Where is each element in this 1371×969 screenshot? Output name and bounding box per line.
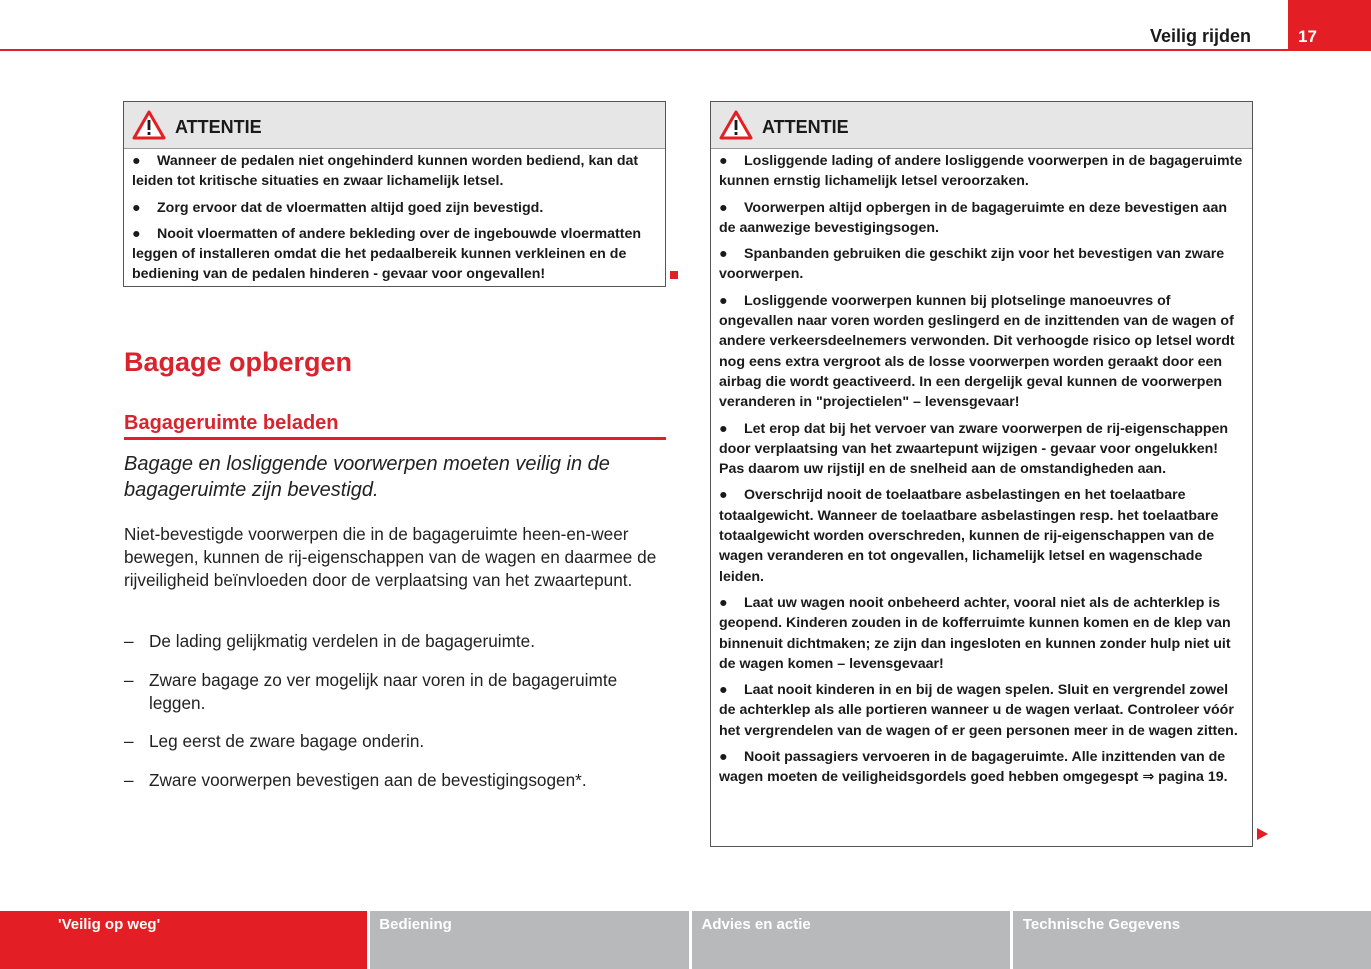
- attention-item: ● Laat uw wagen nooit onbeheerd achter, vooral niet als de achterklep is geopend. Kinderen zouden in de kofferruimte kunnen komen en de klep van binnenuit dichtmaken; ze zijn dan ingesloten en kunnen zonder hulp niet uit de wagen komen – levensgevaar!: [719, 594, 1231, 672]
- page-number-tab: [1288, 0, 1371, 51]
- dash-bullet: –: [124, 731, 134, 751]
- bullet-icon: ●: [719, 199, 728, 216]
- chapter-tab-veilig-op-weg[interactable]: 'Veilig op weg': [0, 911, 367, 969]
- attention-box-left: [123, 101, 666, 287]
- body-paragraph: Niet-bevestigde voorwerpen die in de bagageruimte heen-en-weer bewegen, kunnen de rij-eigenschappen van de wagen en daarmee de rijveiligheid beïnvloeden door de verplaatsing van het zwaartepunt.: [124, 524, 657, 590]
- bullet-icon: ●: [132, 199, 141, 216]
- instruction-list: [124, 630, 669, 807]
- instruction-step: – De lading gelijkmatig verdelen in de bagageruimte.: [124, 631, 535, 651]
- continue-arrow-icon: [1257, 828, 1268, 840]
- dash-bullet: –: [124, 669, 134, 690]
- bullet-icon: ●: [132, 153, 141, 169]
- attention-item: ● Wanneer de pedalen niet ongehinderd kunnen worden bediend, kan dat leiden tot kritische situaties en zwaar lichamelijk letsel.: [132, 153, 639, 190]
- attention-item: ● Let erop dat bij het vervoer van zware voorwerpen de rij-eigenschappen door verplaatsing van het zwaartepunt wijzigen - gevaar voor ongelukken! Pas daarom uw rijstijl en de snelheid aan de omstandigheden aan.: [719, 420, 1229, 478]
- bullet-icon: ●: [719, 153, 728, 169]
- dash-bullet: –: [124, 769, 134, 790]
- attention-item: ● Losliggende lading of andere losliggende voorwerpen in de bagageruimte kunnen ernstig lichamelijk letsel veroorzaken.: [719, 153, 1243, 190]
- attention-list: [711, 149, 1252, 798]
- chapter-tab-technische-gegevens[interactable]: Technische Gegevens: [1013, 911, 1371, 969]
- header-rule: [0, 49, 1371, 51]
- attention-header: [124, 102, 665, 149]
- bullet-icon: ●: [719, 749, 728, 766]
- bullet-icon: ●: [719, 487, 728, 504]
- bullet-icon: ●: [719, 292, 728, 309]
- attention-item: ● Spanbanden gebruiken die geschikt zijn voor het bevestigen van zware voorwerpen.: [719, 246, 1225, 283]
- attention-item: ● Laat nooit kinderen in en bij de wagen spelen. Sluit en vergrendel zowel de achterklep als alle portieren wanneer u de wagen verlaat. Controleer vóór het vergrendelen van de wagen of er geen personen meer in de wagen zitten.: [719, 682, 1238, 739]
- attention-item: ● Nooit passagiers vervoeren in de bagageruimte. Alle inzittenden van de wagen moeten de veiligheidsgordels goed hebben omgegespt ⇒ pagina 19.: [719, 749, 1228, 786]
- instruction-step: – Leg eerst de zware bagage onderin.: [124, 731, 425, 751]
- chapter-tab-bediening[interactable]: Bediening: [370, 911, 688, 969]
- attention-item: ● Overschrijd nooit de toelaatbare asbelastingen en het toelaatbare totaalgewicht. Wanneer de toelaatbare asbelastingen resp. het toelaatbare totaalgewicht worden overschreden, kunnen de rij-eigenschappen van de wagen veranderen en tot ongevallen, lichamelijk letsel en wagenschade leiden.: [719, 487, 1219, 585]
- end-of-section-square-icon: [670, 271, 678, 279]
- dash-bullet: –: [124, 631, 134, 651]
- warning-triangle-icon: [719, 110, 753, 140]
- chapter-tabs: [0, 911, 1371, 969]
- attention-item: ● Losliggende voorwerpen kunnen bij plotselinge manoeuvres of ongevallen naar voren worden geslingerd en de inzittenden van de wagen of andere verkeersdeelnemers verwonden. Dit verhoogde risico op letsel wordt nog eens extra vergroot als de losse voorwerpen worden geraakt door een airbag die wordt geactiveerd. In een dergelijk geval kunnen de voorwerpen veranderen in "projectielen" – levensgevaar!: [719, 292, 1235, 411]
- chapter-tab-advies-en-actie[interactable]: Advies en actie: [692, 911, 1010, 969]
- bullet-icon: ●: [719, 420, 728, 437]
- bullet-icon: ●: [719, 246, 728, 263]
- section-heading: Bagage opbergen: [124, 347, 353, 377]
- attention-title: ATTENTIE: [175, 117, 262, 137]
- subsection-heading: Bagageruimte beladen: [124, 412, 339, 434]
- running-header-title: Veilig rijden: [1149, 26, 1251, 46]
- instruction-step: – Zware voorwerpen bevestigen aan de bevestigingsogen*.: [124, 769, 587, 790]
- bullet-icon: ●: [719, 682, 728, 699]
- page-number: 17: [1298, 27, 1317, 46]
- attention-title: ATTENTIE: [762, 117, 849, 137]
- instruction-step: – Zware bagage zo ver mogelijk naar voren in de bagageruimte leggen.: [124, 669, 618, 713]
- attention-item: ● Voorwerpen altijd opbergen in de bagageruimte en deze bevestigen aan de aanwezige bevestigingsogen.: [719, 199, 1228, 236]
- warning-triangle-icon: [132, 110, 166, 140]
- bullet-icon: ●: [719, 594, 728, 611]
- attention-item: ● Zorg ervoor dat de vloermatten altijd goed zijn bevestigd.: [132, 198, 657, 218]
- attention-item: ● Nooit vloermatten of andere bekleding over de ingebouwde vloermatten leggen of installeren omdat die het pedaalbereik kunnen verkleinen en de bediening van de pedalen hinderen - gevaar voor ongevallen!: [132, 225, 642, 283]
- attention-box-right: [710, 101, 1253, 847]
- bullet-icon: ●: [132, 225, 141, 242]
- attention-header: [711, 102, 1252, 149]
- lead-paragraph: Bagage en losliggende voorwerpen moeten veilig in de bagageruimte zijn bevestigd.: [124, 453, 610, 501]
- subsection-rule: [124, 437, 666, 440]
- attention-list: [124, 149, 665, 295]
